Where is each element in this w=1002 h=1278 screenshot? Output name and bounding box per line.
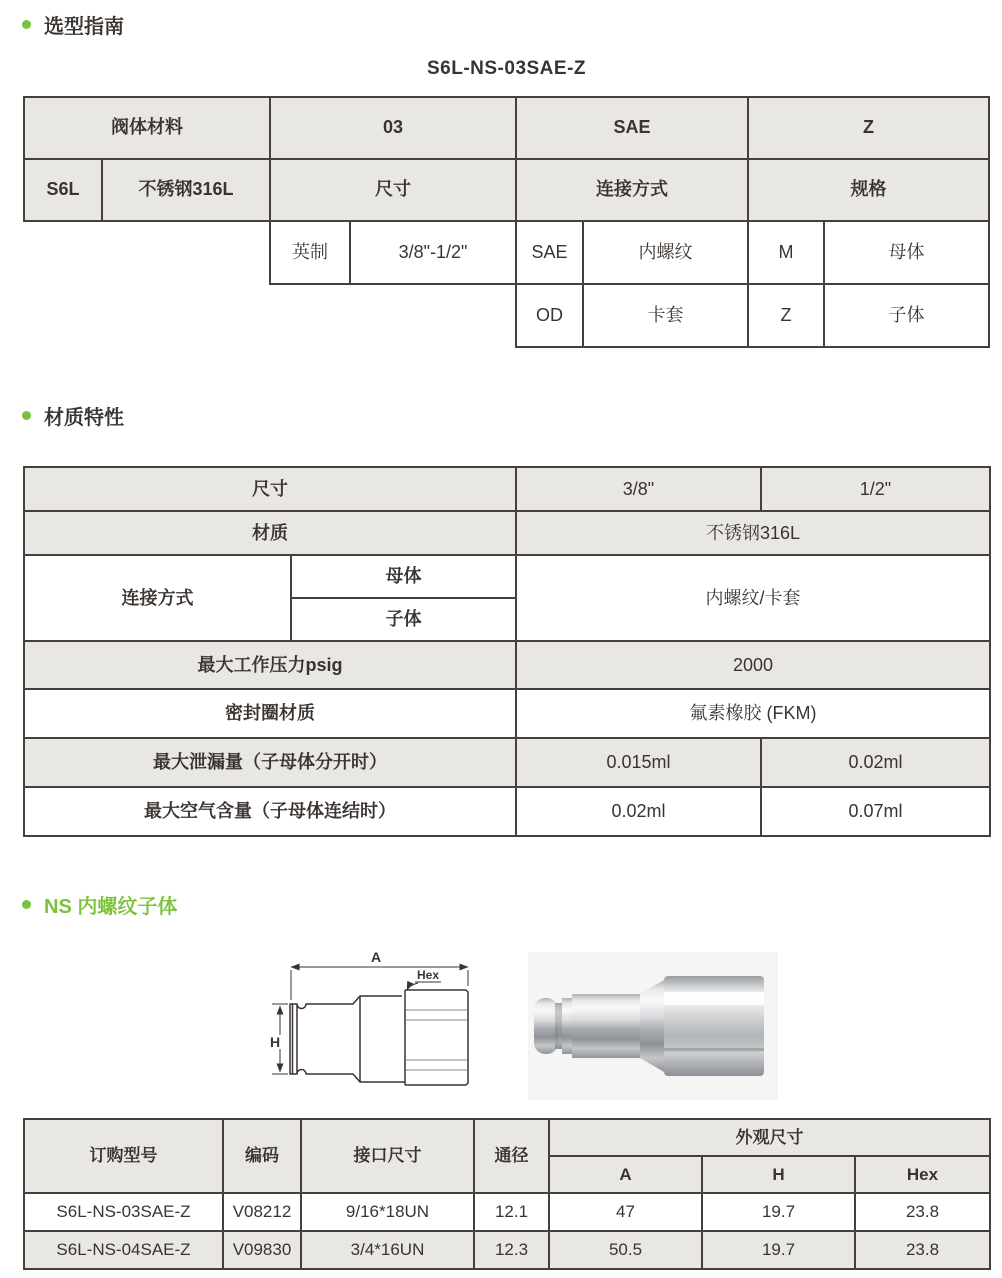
- section-title-material-properties: [22, 401, 124, 430]
- cell-code: V09830: [223, 1231, 301, 1269]
- col-header-port-size: 接口尺寸: [301, 1119, 474, 1193]
- bullet-icon: [22, 20, 31, 29]
- cell-body-material-value: 不锈钢316L: [101, 158, 271, 222]
- seal-value: 氟素橡胶 (FKM): [516, 689, 990, 738]
- ordering-table: [23, 1118, 991, 1270]
- cell-spec-label: 规格: [747, 158, 990, 222]
- section-title-plug: [22, 890, 177, 919]
- cell-size-label: 尺寸: [269, 158, 517, 222]
- cell-dim-h: 19.7: [702, 1193, 855, 1231]
- cell-size-option-value: 3/8"-1/2": [349, 220, 517, 285]
- dim-label-hex: Hex: [416, 968, 440, 982]
- section-title-text: 选型指南: [44, 16, 124, 38]
- cell-dim-h: 19.7: [702, 1231, 855, 1269]
- cell-connection-option-value: 卡套: [582, 283, 749, 348]
- col-header-dim-a: A: [549, 1156, 702, 1193]
- row-label-leakage: 最大泄漏量（子母体分开时）: [24, 738, 516, 787]
- cell-port-size: 9/16*18UN: [301, 1193, 474, 1231]
- leakage-value-2: 0.02ml: [761, 738, 990, 787]
- cell-size-code-header: 03: [269, 96, 517, 160]
- col-header-model: 订购型号: [24, 1119, 223, 1193]
- cell-size-option-code: 英制: [269, 220, 351, 285]
- col-header-dim-hex: Hex: [855, 1156, 990, 1193]
- selection-guide-table: [23, 96, 992, 350]
- dimension-drawing: [268, 942, 478, 1102]
- cell-dim-hex: 23.8: [855, 1193, 990, 1231]
- row-label-connection: 连接方式: [24, 555, 291, 641]
- size-value-1: 3/8": [516, 467, 761, 511]
- connection-value: 内螺纹/卡套: [516, 555, 990, 641]
- bullet-icon: [22, 900, 31, 909]
- col-header-code: 编码: [223, 1119, 301, 1193]
- cell-dim-a: 50.5: [549, 1231, 702, 1269]
- cell-spec-option-code: Z: [747, 283, 825, 348]
- row-label-air: 最大空气含量（子母体连结时）: [24, 787, 516, 836]
- size-value-2: 1/2": [761, 467, 990, 511]
- cell-model: S6L-NS-03SAE-Z: [24, 1193, 223, 1231]
- air-value-1: 0.02ml: [516, 787, 761, 836]
- table-row: [24, 1231, 990, 1269]
- cell-bore: 12.1: [474, 1193, 549, 1231]
- row-label-pressure: 最大工作压力psig: [24, 641, 516, 689]
- section-title-selection-guide: [22, 10, 124, 39]
- dim-label-a: A: [370, 949, 382, 965]
- row-label-size: 尺寸: [24, 467, 516, 511]
- pressure-value: 2000: [516, 641, 990, 689]
- cell-spec-code-header: Z: [747, 96, 990, 160]
- bullet-icon: [22, 411, 31, 420]
- row-label-seal: 密封圈材质: [24, 689, 516, 738]
- cell-spec-option-code: M: [747, 220, 825, 285]
- table-row: [24, 1193, 990, 1231]
- connection-sub-male: 子体: [291, 598, 516, 641]
- col-header-dim-h: H: [702, 1156, 855, 1193]
- dim-label-h: H: [269, 1034, 281, 1050]
- cell-connection-code-header: SAE: [515, 96, 749, 160]
- cell-connection-option-code: OD: [515, 283, 584, 348]
- cell-dim-a: 47: [549, 1193, 702, 1231]
- cell-spec-option-value: 母体: [823, 220, 990, 285]
- connection-sub-female: 母体: [291, 555, 516, 598]
- cell-model: S6L-NS-04SAE-Z: [24, 1231, 223, 1269]
- row-label-material: 材质: [24, 511, 516, 555]
- cell-port-size: 3/4*16UN: [301, 1231, 474, 1269]
- cell-connection-option-value: 内螺纹: [582, 220, 749, 285]
- cell-connection-option-code: SAE: [515, 220, 584, 285]
- col-header-bore: 通径: [474, 1119, 549, 1193]
- cell-spec-option-value: 子体: [823, 283, 990, 348]
- section-title-text: NS 内螺纹子体: [44, 896, 178, 918]
- cell-connection-label: 连接方式: [515, 158, 749, 222]
- material-value: 不锈钢316L: [516, 511, 990, 555]
- product-photo: [528, 952, 778, 1100]
- cell-bore: 12.3: [474, 1231, 549, 1269]
- material-properties-table: [23, 466, 991, 837]
- cell-dim-hex: 23.8: [855, 1231, 990, 1269]
- section-title-text: 材质特性: [44, 407, 124, 429]
- col-header-dimensions-group: 外观尺寸: [549, 1119, 990, 1156]
- cell-body-code: S6L: [23, 158, 103, 222]
- air-value-2: 0.07ml: [761, 787, 990, 836]
- cell-code: V08212: [223, 1193, 301, 1231]
- model-code: S6L-NS-03SAE-Z: [426, 58, 587, 79]
- leakage-value-1: 0.015ml: [516, 738, 761, 787]
- cell-body-material-header: 阀体材料: [23, 96, 271, 160]
